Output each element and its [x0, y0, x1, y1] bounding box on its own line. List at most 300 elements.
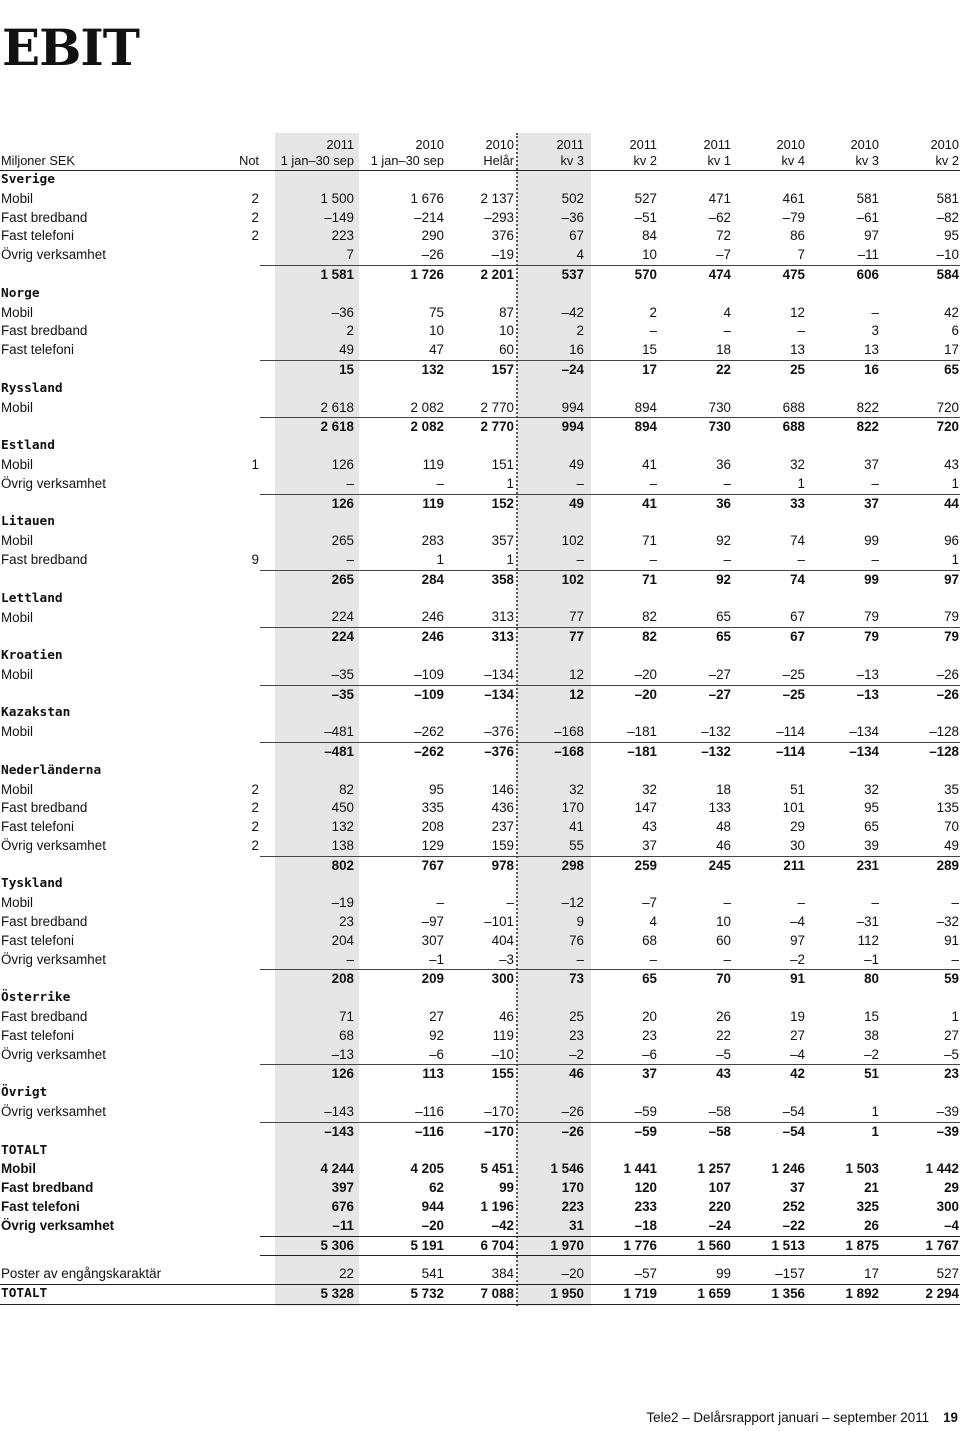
value-cell: 91	[732, 970, 806, 989]
empty-cell	[200, 437, 260, 456]
value-cell: 41	[585, 494, 658, 513]
note-cell	[200, 1217, 260, 1236]
empty-cell	[732, 380, 806, 399]
empty-cell	[200, 856, 260, 875]
value-cell: 27	[944, 1027, 959, 1043]
empty-cell	[806, 513, 880, 532]
empty-cell	[806, 1142, 880, 1161]
value-cell: –134	[806, 742, 880, 761]
value-cell: –	[346, 551, 354, 567]
row-label: Fast bredband	[1, 1009, 88, 1025]
empty-cell	[200, 1122, 260, 1141]
value-cell: 38	[864, 1027, 879, 1043]
empty-cell	[260, 171, 355, 190]
value-cell: 12	[790, 304, 805, 320]
table-row-section	[0, 590, 960, 609]
value-cell: –4	[944, 1217, 959, 1233]
value-cell: 307	[421, 932, 444, 948]
value-cell: 245	[658, 856, 732, 875]
row-label: Fast telefoni	[1, 342, 74, 358]
value-cell: –36	[561, 209, 584, 225]
row-label: Fast bredband	[1, 552, 88, 568]
section-heading: Estland	[1, 438, 55, 454]
value-cell: 581	[856, 190, 879, 206]
empty-cell	[515, 171, 585, 190]
empty-cell	[0, 685, 200, 704]
empty-cell	[732, 285, 806, 304]
value-cell: 79	[880, 628, 960, 647]
value-cell: 112	[857, 932, 879, 948]
value-cell: –25	[782, 666, 805, 682]
value-cell: 1 246	[771, 1161, 805, 1177]
empty-cell	[445, 171, 515, 190]
header-cell: 2011	[326, 136, 354, 152]
header-row-periods	[0, 152, 960, 171]
value-cell: –39	[880, 1122, 960, 1141]
value-cell: –61	[856, 209, 879, 225]
empty-cell	[880, 1256, 960, 1266]
empty-cell	[806, 1084, 880, 1103]
note-cell	[200, 1265, 260, 1284]
empty-cell	[260, 704, 355, 723]
empty-cell	[806, 285, 880, 304]
value-cell: 358	[445, 570, 515, 589]
value-cell: 119	[492, 1027, 514, 1043]
row-label: Mobil	[1, 304, 33, 320]
empty-cell	[200, 989, 260, 1008]
value-cell: 822	[856, 399, 879, 415]
value-cell: –27	[708, 666, 731, 682]
header-cell: 2011	[556, 136, 584, 152]
value-cell: –	[649, 323, 657, 339]
value-cell: 357	[491, 533, 514, 549]
empty-cell	[260, 875, 355, 894]
value-cell: –11	[857, 247, 879, 263]
value-cell: 22	[716, 1027, 731, 1043]
value-cell: 2	[649, 304, 657, 320]
empty-cell	[515, 380, 585, 399]
value-cell: 32	[864, 781, 879, 797]
row-label: Mobil	[1, 609, 33, 625]
value-cell: 126	[331, 456, 354, 472]
value-cell: –2	[569, 1046, 584, 1062]
value-cell: 1	[436, 551, 444, 567]
value-cell: 2 618	[260, 418, 355, 437]
empty-cell	[658, 285, 732, 304]
value-cell: 37	[585, 1065, 658, 1084]
value-cell: 55	[569, 837, 584, 853]
value-cell: 237	[491, 819, 514, 835]
value-cell: 2 294	[880, 1285, 960, 1305]
value-cell: 10	[499, 323, 514, 339]
value-cell: –1	[429, 951, 444, 967]
header-cell: 2010	[415, 136, 444, 152]
value-cell: –170	[484, 1104, 514, 1120]
empty-cell	[806, 380, 880, 399]
empty-cell	[806, 437, 880, 456]
note-cell	[200, 913, 260, 932]
value-cell: 86	[790, 228, 805, 244]
value-cell: 1 560	[658, 1236, 732, 1256]
value-cell: 138	[331, 837, 354, 853]
value-cell: 95	[429, 781, 444, 797]
section-heading: Ryssland	[1, 380, 63, 396]
note-cell	[200, 304, 260, 323]
value-cell: 99	[499, 1180, 514, 1196]
value-cell: 13	[790, 342, 805, 358]
value-cell: 170	[561, 800, 584, 816]
value-cell: –	[346, 475, 354, 491]
value-cell: –39	[936, 1104, 959, 1120]
empty-cell	[355, 1084, 445, 1103]
empty-cell	[585, 1142, 658, 1161]
value-cell: –134	[849, 724, 879, 740]
value-cell: 822	[806, 418, 880, 437]
empty-cell	[585, 647, 658, 666]
note-cell: 9	[251, 552, 259, 568]
section-heading: TOTALT	[1, 1142, 48, 1158]
empty-cell	[515, 762, 585, 781]
value-cell: –168	[554, 724, 584, 740]
value-cell: 32	[642, 781, 657, 797]
value-cell: –214	[414, 209, 444, 225]
value-cell: 1 719	[585, 1285, 658, 1305]
empty-cell	[658, 437, 732, 456]
row-label: Övrig verksamhet	[1, 1218, 115, 1234]
header-cell: 2010	[930, 136, 959, 152]
value-cell: 37	[806, 494, 880, 513]
table-row-section	[0, 1084, 960, 1103]
value-cell: –7	[716, 247, 731, 263]
value-cell: 1	[951, 551, 959, 567]
table-row-sum	[0, 742, 960, 761]
header-cell: kv 4	[732, 152, 806, 171]
value-cell: 2	[576, 323, 584, 339]
value-cell: –	[797, 323, 805, 339]
value-cell: 43	[642, 819, 657, 835]
empty-cell	[200, 1256, 260, 1266]
value-cell: 132	[331, 819, 354, 835]
empty-cell	[260, 647, 355, 666]
value-cell: –181	[585, 742, 658, 761]
value-cell: 4	[576, 247, 584, 263]
empty-cell	[445, 285, 515, 304]
value-cell: 77	[569, 609, 584, 625]
table-row-grand	[0, 1236, 960, 1256]
empty-cell	[445, 590, 515, 609]
value-cell: 259	[585, 856, 658, 875]
value-cell: –54	[732, 1122, 806, 1141]
value-cell: –132	[658, 742, 732, 761]
table-row-data	[0, 932, 960, 951]
table-row-section	[0, 171, 960, 190]
value-cell: 265	[331, 533, 354, 549]
empty-cell	[445, 513, 515, 532]
value-cell: 18	[716, 342, 731, 358]
value-cell: –	[871, 895, 879, 911]
value-cell: 92	[716, 533, 731, 549]
empty-cell	[880, 171, 960, 190]
value-cell: 7 088	[445, 1285, 515, 1305]
value-cell: 41	[569, 819, 584, 835]
value-cell: 2 770	[480, 399, 514, 415]
empty-cell	[200, 875, 260, 894]
empty-cell	[732, 590, 806, 609]
value-cell: 300	[445, 970, 515, 989]
value-cell: 65	[658, 628, 732, 647]
note-cell	[200, 246, 260, 265]
value-cell: 4 205	[410, 1161, 444, 1177]
empty-cell	[445, 647, 515, 666]
section-heading: Kazakstan	[1, 705, 71, 721]
value-cell: –101	[484, 914, 514, 930]
value-cell: 48	[716, 819, 731, 835]
value-cell: –143	[324, 1104, 354, 1120]
note-cell: 1	[251, 456, 259, 472]
value-cell: 1 196	[480, 1199, 514, 1215]
value-cell: 133	[708, 800, 731, 816]
value-cell: 7	[346, 247, 354, 263]
row-label: TOTALT	[0, 1285, 200, 1305]
ebit-table	[0, 133, 960, 1305]
value-cell: 211	[732, 856, 806, 875]
value-cell: 233	[634, 1199, 657, 1215]
empty-cell	[658, 762, 732, 781]
value-cell: 126	[260, 494, 355, 513]
note-cell	[200, 1008, 260, 1027]
value-cell: 67	[569, 228, 584, 244]
value-cell: –109	[414, 666, 444, 682]
empty-cell	[515, 989, 585, 1008]
value-cell: 159	[491, 837, 514, 853]
value-cell: 67	[790, 609, 805, 625]
value-cell: –19	[491, 247, 514, 263]
value-cell: –62	[708, 209, 731, 225]
page-number: 19	[943, 1410, 958, 1425]
value-cell: 126	[260, 1065, 355, 1084]
value-cell: 1 659	[658, 1285, 732, 1305]
empty-cell	[585, 380, 658, 399]
empty-cell	[445, 380, 515, 399]
header-cell: 1 jan–30 sep	[355, 152, 445, 171]
empty-cell	[880, 1084, 960, 1103]
note-cell	[200, 1198, 260, 1217]
value-cell: –26	[515, 1122, 585, 1141]
value-cell: 74	[790, 533, 805, 549]
value-cell: –1	[864, 951, 879, 967]
empty-cell	[0, 970, 200, 989]
value-cell: –58	[658, 1122, 732, 1141]
empty-cell	[200, 628, 260, 647]
empty-cell	[658, 875, 732, 894]
value-cell: –3	[499, 951, 514, 967]
note-cell	[200, 608, 260, 627]
value-cell: 450	[331, 800, 354, 816]
row-label: Övrig verksamhet	[1, 951, 106, 967]
empty-cell	[445, 437, 515, 456]
row-label: Fast bredband	[1, 1180, 94, 1196]
table-row-tbold	[0, 1198, 960, 1217]
empty-cell	[732, 1142, 806, 1161]
value-cell: 37	[642, 837, 657, 853]
value-cell: –376	[484, 724, 514, 740]
value-cell: –	[649, 551, 657, 567]
value-cell: 15	[864, 1009, 879, 1025]
header-cell: 2011	[629, 136, 657, 152]
empty-cell	[515, 875, 585, 894]
value-cell: 1	[506, 475, 514, 491]
empty-cell	[658, 380, 732, 399]
empty-cell	[355, 590, 445, 609]
value-cell: 29	[944, 1180, 959, 1196]
header-cell: kv 2	[585, 152, 658, 171]
value-cell: 80	[806, 970, 880, 989]
header-cell: kv 1	[658, 152, 732, 171]
value-cell: –31	[856, 914, 879, 930]
table-row-sum	[0, 494, 960, 513]
value-cell: 527	[634, 190, 657, 206]
value-cell: 91	[944, 932, 959, 948]
value-cell: –109	[355, 685, 445, 704]
value-cell: 6 704	[445, 1236, 515, 1256]
empty-cell	[732, 1084, 806, 1103]
value-cell: 10	[642, 247, 657, 263]
table-row-data	[0, 1046, 960, 1065]
value-cell: 10	[429, 323, 444, 339]
empty-cell	[200, 418, 260, 437]
empty-cell	[355, 285, 445, 304]
value-cell: 95	[864, 800, 879, 816]
value-cell: 730	[658, 418, 732, 437]
value-cell: –10	[491, 1046, 514, 1062]
header-cell: Helår	[445, 152, 515, 171]
empty-cell	[445, 704, 515, 723]
empty-cell	[0, 856, 200, 875]
table-row-data	[0, 1008, 960, 1027]
value-cell: –11	[332, 1217, 354, 1233]
table-row-sum	[0, 265, 960, 284]
header-cell: 2010	[776, 136, 805, 152]
table-row-tbold	[0, 1179, 960, 1198]
note-cell: 2	[251, 838, 259, 854]
row-label: Mobil	[1, 1161, 36, 1177]
value-cell: –114	[732, 742, 806, 761]
value-cell: 290	[421, 228, 444, 244]
value-cell: 41	[642, 456, 657, 472]
value-cell: 335	[421, 800, 444, 816]
value-cell: 92	[658, 570, 732, 589]
value-cell: 113	[355, 1065, 445, 1084]
value-cell: 7	[797, 247, 805, 263]
value-cell: 894	[634, 399, 657, 415]
table-row-data	[0, 1265, 960, 1284]
value-cell: 46	[515, 1065, 585, 1084]
empty-cell	[355, 704, 445, 723]
value-cell: 384	[491, 1266, 514, 1282]
value-cell: –59	[585, 1122, 658, 1141]
empty-cell	[658, 513, 732, 532]
value-cell: –27	[658, 685, 732, 704]
value-cell: –4	[790, 1046, 805, 1062]
value-cell: –	[576, 951, 584, 967]
value-cell: 18	[716, 781, 731, 797]
empty-cell	[515, 1142, 585, 1161]
value-cell: –22	[782, 1217, 805, 1233]
value-cell: 25	[569, 1009, 584, 1025]
value-cell: –7	[642, 895, 657, 911]
value-cell: 16	[806, 360, 880, 379]
value-cell: –132	[701, 724, 731, 740]
empty-cell	[585, 285, 658, 304]
note-cell	[200, 1046, 260, 1065]
empty-cell	[515, 285, 585, 304]
empty-cell	[0, 265, 200, 284]
value-cell: 1 767	[880, 1236, 960, 1256]
table-row-tbold	[0, 1160, 960, 1179]
value-cell: 3	[871, 323, 879, 339]
row-label: Poster av engångskaraktär	[1, 1266, 162, 1282]
value-cell: –97	[421, 914, 444, 930]
value-cell: 313	[491, 609, 514, 625]
empty-cell	[880, 513, 960, 532]
table-row-data	[0, 551, 960, 570]
section-heading: Litauen	[1, 514, 55, 530]
value-cell: 43	[944, 456, 959, 472]
value-cell: 32	[790, 456, 805, 472]
table-row-data	[0, 1027, 960, 1046]
value-cell: 82	[339, 781, 354, 797]
value-cell: 223	[561, 1199, 584, 1215]
empty-cell	[658, 704, 732, 723]
value-cell: 65	[880, 360, 960, 379]
value-cell: 29	[790, 819, 805, 835]
empty-cell	[880, 1142, 960, 1161]
row-label: Fast bredband	[1, 323, 88, 339]
value-cell: 720	[880, 418, 960, 437]
empty-cell	[445, 989, 515, 1008]
section-heading: Nederländerna	[1, 762, 102, 778]
empty-cell	[658, 1084, 732, 1103]
value-cell: –293	[484, 209, 514, 225]
empty-cell	[200, 685, 260, 704]
value-cell: 49	[569, 456, 584, 472]
value-cell: 120	[634, 1180, 657, 1196]
value-cell: 96	[944, 533, 959, 549]
value-cell: 1 257	[697, 1161, 731, 1177]
value-cell: 73	[515, 970, 585, 989]
value-cell: 170	[561, 1180, 584, 1196]
empty-cell	[806, 1256, 880, 1266]
value-cell: 147	[634, 800, 657, 816]
value-cell: 2 082	[355, 418, 445, 437]
value-cell: –2	[790, 951, 805, 967]
value-cell: –128	[880, 742, 960, 761]
value-cell: –114	[776, 724, 805, 740]
empty-cell	[880, 875, 960, 894]
empty-cell	[260, 1084, 355, 1103]
value-cell: –	[649, 475, 657, 491]
table-row-sum	[0, 360, 960, 379]
table-row-section	[0, 1142, 960, 1161]
value-cell: –18	[634, 1217, 657, 1233]
value-cell: –13	[806, 685, 880, 704]
empty-cell	[200, 171, 260, 190]
value-cell: 60	[499, 342, 514, 358]
value-cell: –149	[324, 209, 354, 225]
value-cell: –24	[708, 1217, 731, 1233]
header-cell: 2011	[703, 136, 731, 152]
value-cell: 15	[642, 342, 657, 358]
